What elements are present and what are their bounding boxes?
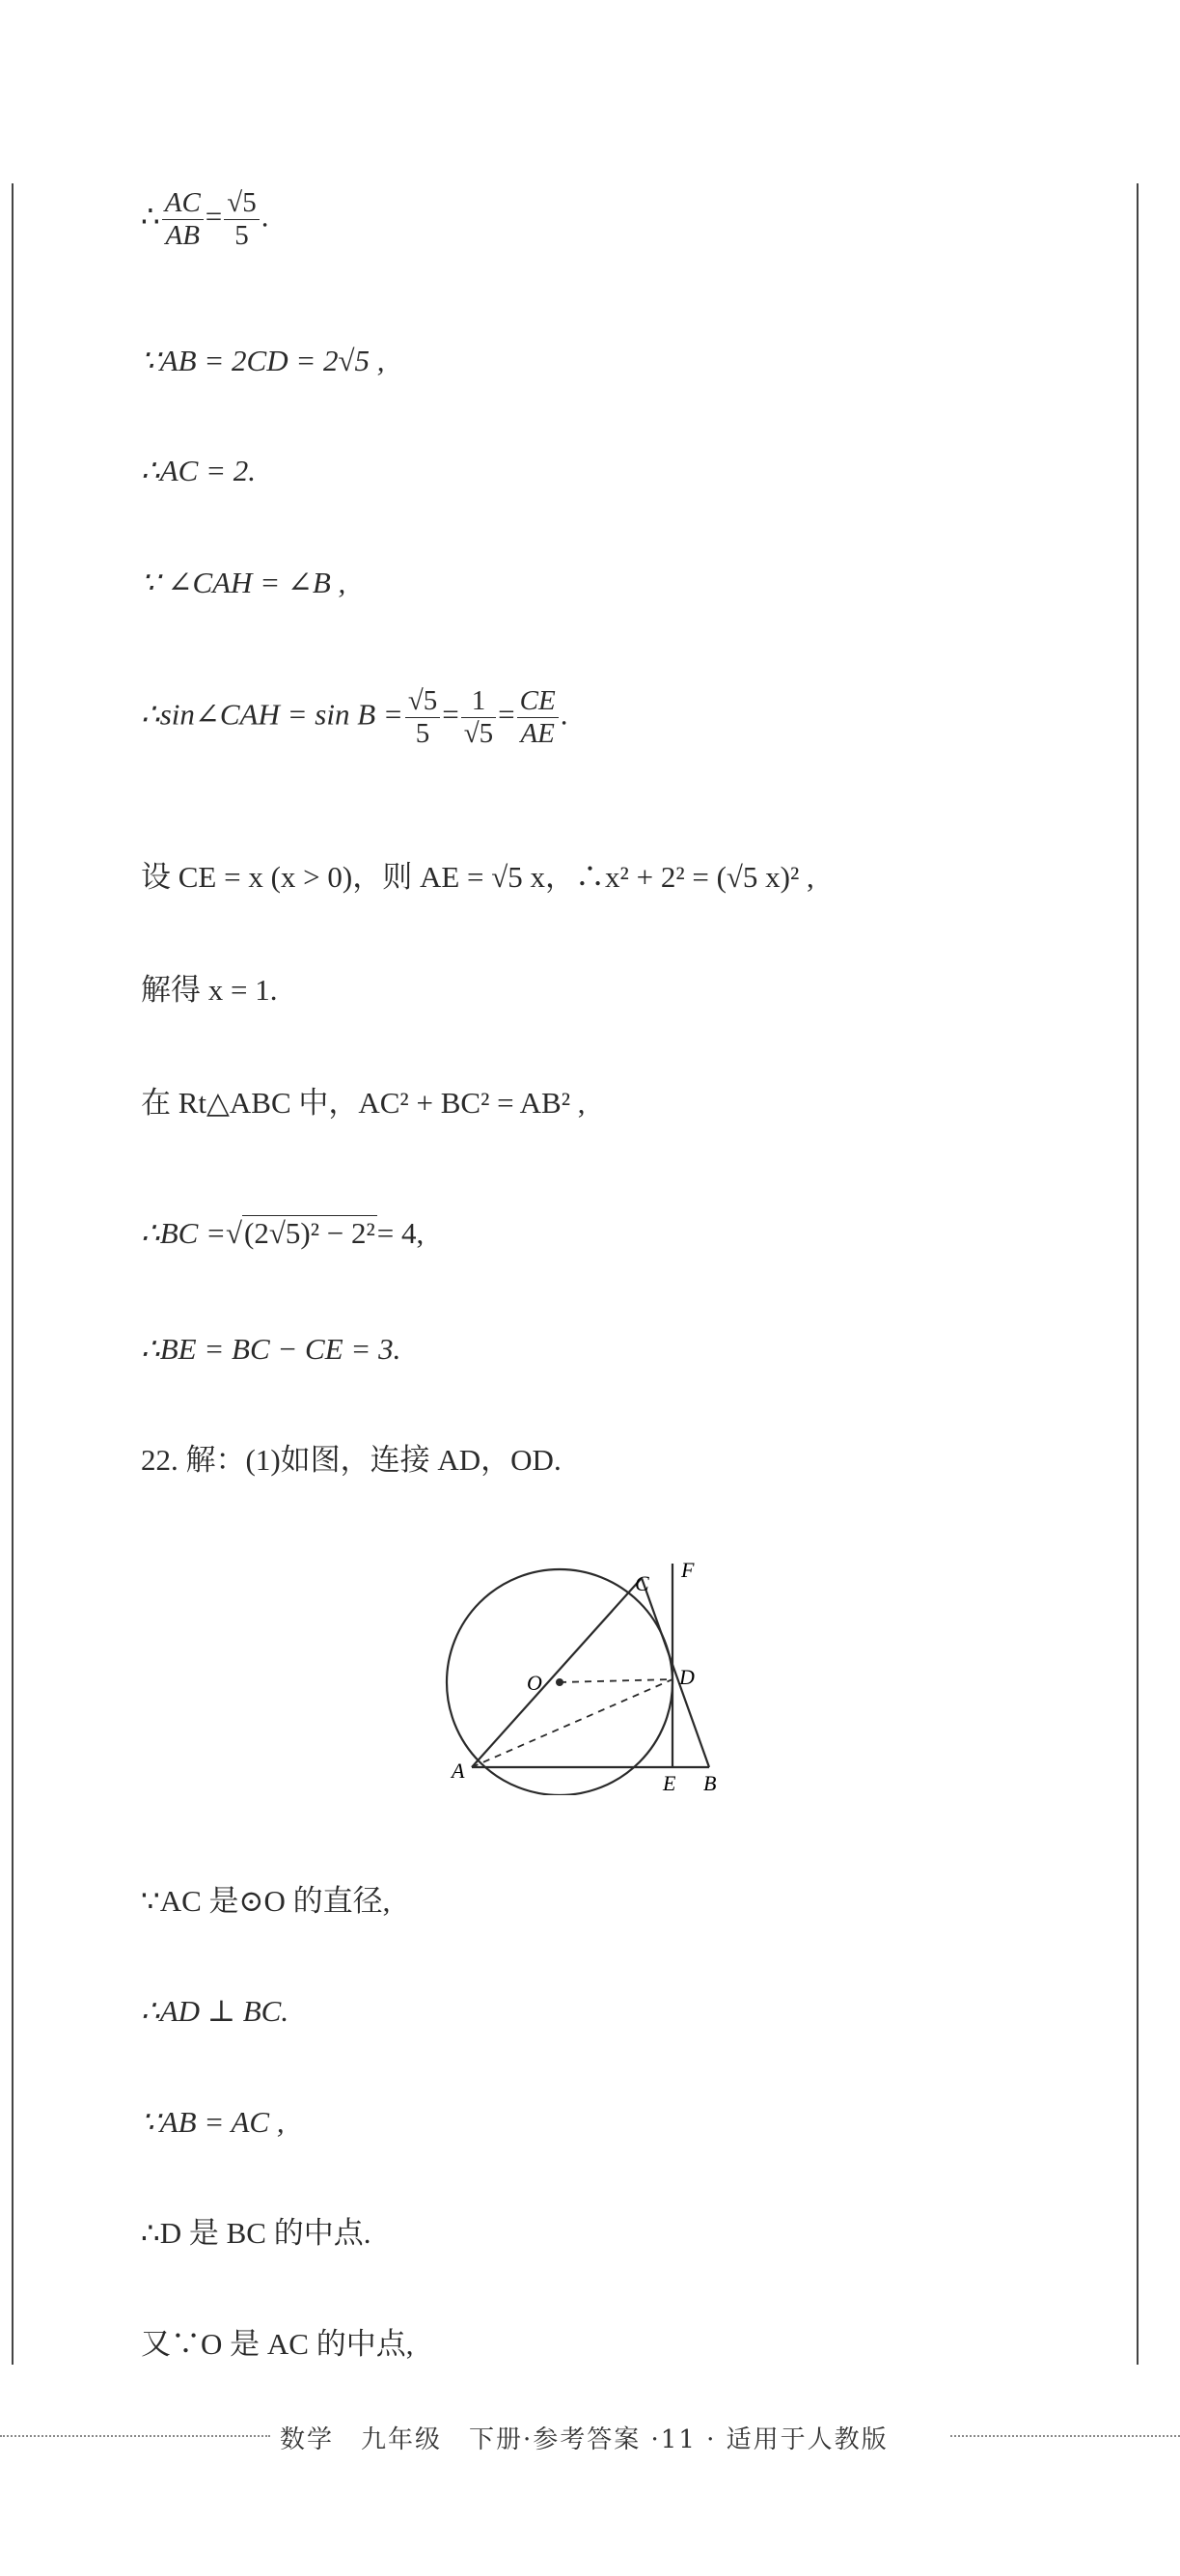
therefore-symbol: ∴ <box>141 199 160 234</box>
geometry-figure <box>439 1544 738 1795</box>
line-11: 22. 解：(1)如图，连接 AD，OD. <box>141 1443 562 1477</box>
fraction-1-sqrt5: $\frac{1}{√5}$ <box>461 687 496 748</box>
footer-dots-left <box>0 2435 270 2437</box>
line-15: ∴D 是 BC 的中点. <box>141 2216 371 2250</box>
footer-text: 数学 九年级 下册·参考答案 ·11 · 适用于人教版 <box>280 2425 889 2454</box>
center-point <box>556 1678 563 1686</box>
line-2: ∵AB = 2CD = 2√5 , <box>141 344 385 377</box>
line-14: ∵AB = AC , <box>141 2105 285 2139</box>
line-9: ∴BC =√(2√5)² − 2²= 4, <box>141 1216 425 1250</box>
square-root: √(2√5)² − 2² <box>226 1216 375 1250</box>
label-f: F <box>681 1558 695 1582</box>
page-border-right <box>1137 183 1139 2365</box>
label-b: B <box>703 1771 717 1795</box>
label-d: D <box>679 1665 695 1689</box>
line-3: ∴AC = 2. <box>141 454 257 487</box>
line-10: ∴BE = BC − CE = 3. <box>141 1332 401 1366</box>
page-footer <box>0 2418 1180 2456</box>
line-13: ∴AD ⊥ BC. <box>141 1994 289 2028</box>
line-bc <box>642 1578 709 1767</box>
line-8: 在 Rt△ABC 中，AC² + BC² = AB² , <box>141 1086 586 1120</box>
line-5: ∴sin∠CAH = sin B = $\frac{√5}{5}$ = $\frac{1}{√5}$ = $\frac{CE}{AE}$ . <box>141 685 568 749</box>
line-12: ∵AC 是⊙O 的直径, <box>141 1884 391 1918</box>
line-1: ∴ $\frac{AC}{AB}$ = $\frac{√5}{5}$ . <box>141 187 269 251</box>
line-ac <box>472 1578 642 1767</box>
line-4: ∵ ∠CAH = ∠B , <box>141 566 346 599</box>
line-7: 解得 x = 1. <box>141 973 278 1007</box>
line-16: 又∵O 是 AC 的中点, <box>141 2327 414 2361</box>
footer-dots-right <box>950 2435 1180 2437</box>
label-e: E <box>663 1771 676 1795</box>
label-c: C <box>635 1571 649 1595</box>
label-o: O <box>527 1671 542 1695</box>
fraction-ce-ae: $\frac{CE}{AE}$ <box>517 687 559 748</box>
fraction-sqrt5-5b: $\frac{√5}{5}$ <box>405 687 440 748</box>
fraction-sqrt5-5: $\frac{√5}{5}$ <box>224 189 259 250</box>
line-od <box>560 1679 672 1682</box>
label-a: A <box>452 1759 465 1783</box>
line-6: 设 CE = x (x > 0)，则 AE = √5 x，∴x² + 2² = (√5 x)² , <box>141 860 814 894</box>
fraction-ac-ab: $\frac{AC}{AB}$ <box>162 189 204 250</box>
line-ad <box>472 1679 672 1767</box>
page-border-left <box>12 183 14 2365</box>
